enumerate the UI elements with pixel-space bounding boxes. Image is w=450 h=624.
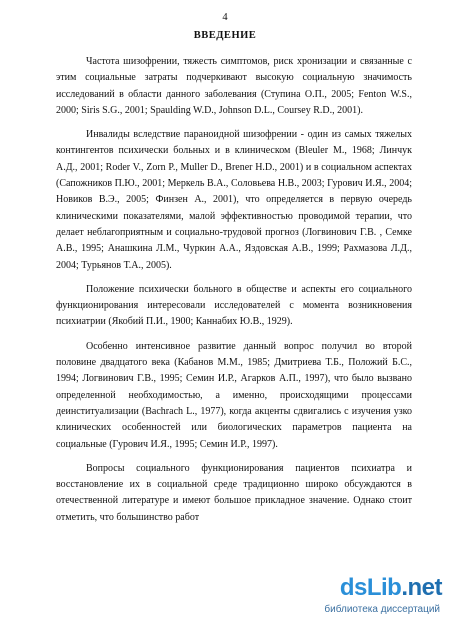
- paragraph-5: Вопросы социального функционирования пациентов психиатра и восстановление их в социальной среде традиционно широко обсуждаются в отечественной литературе и имеют большое прикладное значение. Однако стоит отметить, что большинство работ: [56, 462, 412, 523]
- site-watermark[interactable]: [302, 574, 442, 618]
- paragraph-1: Частота шизофрении, тяжесть симптомов, риск хронизации и связанные с этим социальные затраты подчеркивают высокую социальную значимость исследований в области данного заболевания (Ступина О.П., 2005; Fenton W.S., 2000; Siris S.G., 2001; Spaulding W.D., Johnson D.L., Coursey R.D., 2001).: [56, 56, 412, 116]
- paragraph-3: Положение психически больного в обществе и аспекты его социального функционирования интересовали исследователей с момента возникновения психиатрии (Якобий П.И., 1900; Каннабих Ю.В., 1929).: [56, 283, 412, 328]
- watermark-subtitle: библиотека диссертаций: [324, 604, 440, 615]
- paragraph-4: Особенно интенсивное развитие данный вопрос получил во второй половине двадцатого века (Кабанов М.М., 1985; Дмитриева Т.Б., Положий Б.С., 1994; Логвинович Г.В., 1995; Семин И.Р., Агарков А.П., 1997), что было вызвано определенной необходимостью, а именно, происходящими процессами деинституализации (Bachrach L., 1977), когда акценты сдвигались с изучения узко клинических особенностей или биологических параметров пациента на социальные (Гурович И.Я., 1995; Семин И.Р., 1997).: [56, 340, 412, 450]
- watermark-logo: [340, 574, 442, 602]
- page-number: 4: [222, 12, 228, 23]
- section-heading: ВВЕДЕНИЕ: [193, 30, 257, 41]
- body-text: [56, 54, 412, 526]
- paragraph-2: Инвалиды вследствие параноидной шизофрении - один из самых тяжелых контингентов психически больных и в клиническом (Bleuler M., 1968; Линчук А.Д., 2001; Roder V., Zorn P., Muller D., Brener H.D., 2001) и в социальном аспектах (Сапожников П.Ю., 2001; Меркель В.А., Соловьева Н.В., 2003; Гурович И.Я., 2004; Новиков В.Э., 2005; Финзен А., 2001), что определяется в первую очередь клиническими показателями, малой эффективностью проводимой терапии, что делает неблагоприятным и социально-трудовой прогноз (Логвинович Г.В. , Семке А.В., 1995; Анашкина Л.М., Чуркин А.А., Яздовская А.В., 1999; Рахмазова Л.Д., 2004; Турьянов Т.А., 2005).: [56, 129, 412, 271]
- watermark-logo-tld: .net: [401, 574, 442, 601]
- watermark-logo-main: dsLib: [339, 574, 402, 601]
